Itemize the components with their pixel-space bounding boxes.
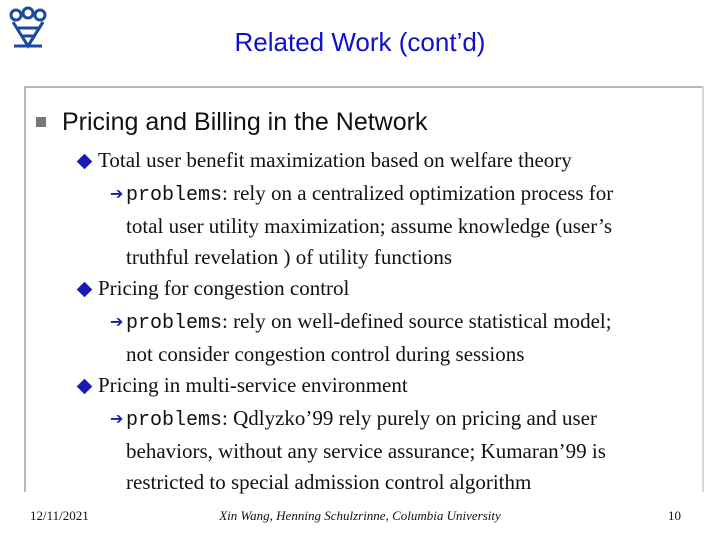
problem-line: : rely on well-defined source statistical model; — [222, 309, 612, 333]
bullet-heading-1: Total user benefit maximization based on welfare theory — [98, 148, 572, 172]
problem-block-2 — [110, 306, 612, 370]
problem-block-1 — [110, 178, 614, 273]
diamond-bullet-icon — [77, 379, 93, 395]
diamond-bullet-icon — [77, 154, 93, 170]
slide-title: Related Work (cont’d) — [234, 27, 486, 57]
problem-line: : rely on a centralized optimization process for — [222, 181, 614, 205]
problem-line: total user utility maximization; assume knowledge (user’s — [126, 214, 613, 238]
problem-line: not consider congestion control during sessions — [126, 342, 525, 366]
problem-label: problems — [126, 312, 223, 335]
problem-block-3 — [110, 403, 606, 498]
arrow-right-icon: ➔ — [110, 409, 124, 428]
problem-line: restricted to special admission control algorithm — [126, 470, 532, 494]
bullet-heading-3: Pricing in multi-service environment — [98, 373, 408, 397]
arrow-right-icon: ➔ — [110, 312, 124, 331]
main-bullet-text: Pricing and Billing in the Network — [62, 108, 428, 136]
diamond-bullet-icon — [77, 282, 93, 298]
problem-line: : Qdlyzko’99 rely purely on pricing and user — [222, 406, 598, 430]
problem-line: behaviors, without any service assurance; Kumaran’99 is — [126, 439, 606, 463]
problem-label: problems — [126, 184, 223, 207]
square-bullet-icon — [36, 117, 46, 127]
footer-page-number: 10 — [668, 508, 681, 523]
footer-date: 12/11/2021 — [30, 508, 89, 523]
problem-label: problems — [126, 409, 223, 432]
bullet-heading-2: Pricing for congestion control — [98, 276, 350, 300]
problem-line: truthful revelation ) of utility functions — [126, 245, 453, 269]
footer-authors: Xin Wang, Henning Schulzrinne, Columbia University — [219, 508, 501, 523]
arrow-right-icon: ➔ — [110, 184, 124, 203]
